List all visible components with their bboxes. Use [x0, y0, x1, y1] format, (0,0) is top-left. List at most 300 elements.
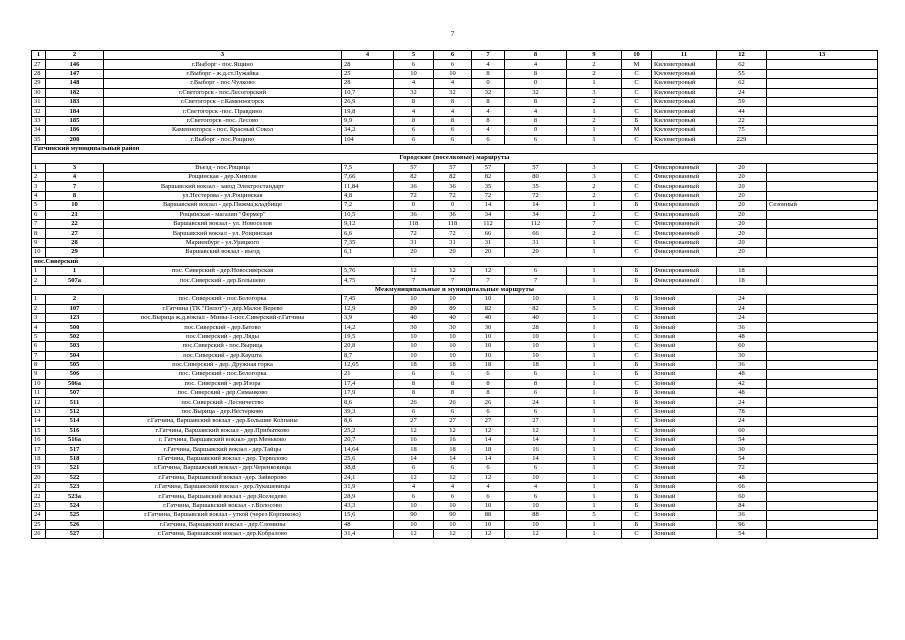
cell-route-name: г.Гатчина, Варшавский вокзал - дер.Большие Колпаны — [104, 417, 342, 426]
cell-col-9: 1 — [567, 520, 622, 529]
cell-route-number: 147 — [46, 69, 104, 78]
cell-route-name: Варшавский вокзал - дер.Пижма,кладбище — [104, 201, 342, 210]
cell-col-5: 72 — [394, 229, 434, 238]
cell-fare: 78 — [717, 407, 767, 416]
cell-route-name: г.Гатчина, Варшавский вокзал -дер. Зайворово — [104, 473, 342, 482]
cell-vehicle-class: С — [622, 407, 652, 416]
cell-col-5: 0 — [394, 201, 434, 210]
cell-col-8: 20 — [505, 248, 567, 257]
cell-fare-type: Фиксированный — [652, 220, 717, 229]
cell-route-number: 123 — [46, 313, 104, 322]
cell-route-number: 10 — [46, 201, 104, 210]
cell-note — [767, 332, 878, 341]
table-row — [32, 398, 878, 407]
cell-col-5: 30 — [394, 323, 434, 332]
cell-col-7: 7 — [472, 276, 505, 285]
cell-col-7: 57 — [472, 163, 505, 172]
cell-note — [767, 370, 878, 379]
cell-col-8: 10 — [505, 295, 567, 304]
cell-col-8: 6 — [505, 464, 567, 473]
cell-row-number: 11 — [32, 389, 46, 398]
cell-row-number: 12 — [32, 398, 46, 407]
cell-row-number: 1 — [32, 295, 46, 304]
table-row — [32, 370, 878, 379]
cell-route-name: пос. Сиверский - дер.Изора — [104, 379, 342, 388]
cell-row-number: 6 — [32, 342, 46, 351]
cell-vehicle-class: С — [622, 79, 652, 88]
cell-note — [767, 191, 878, 200]
cell-vehicle-class: С — [622, 351, 652, 360]
cell-vehicle-class: С — [622, 163, 652, 172]
cell-length: 6,1 — [342, 248, 394, 257]
cell-col-5: 72 — [394, 191, 434, 200]
cell-row-number: 25 — [32, 520, 46, 529]
cell-col-5: 6 — [394, 370, 434, 379]
cell-col-8: 4 — [505, 60, 567, 69]
cell-note — [767, 360, 878, 369]
section-heading — [32, 144, 878, 153]
cell-col-6: 6 — [434, 60, 472, 69]
table-row — [32, 304, 878, 313]
cell-col-8: 72 — [505, 191, 567, 200]
cell-fare-type: Фиксированный — [652, 266, 717, 275]
cell-fare-type: Зонный — [652, 407, 717, 416]
cell-col-5: 10 — [394, 295, 434, 304]
cell-length: 5,76 — [342, 266, 394, 275]
cell-fare-type: Зонный — [652, 417, 717, 426]
cell-col-9: 1 — [567, 201, 622, 210]
cell-fare: 24 — [717, 304, 767, 313]
cell-route-name: г.Гатчина, Варшавский вокзал - дер.Лукашевицы — [104, 482, 342, 491]
cell-col-6: 12 — [434, 266, 472, 275]
cell-col-9: 1 — [567, 436, 622, 445]
cell-col-5: 40 — [394, 313, 434, 322]
cell-row-number: 6 — [32, 210, 46, 219]
column-header: 8 — [505, 51, 567, 60]
cell-col-7: 8 — [472, 97, 505, 106]
cell-fare: 24 — [717, 417, 767, 426]
cell-fare: 54 — [717, 454, 767, 463]
cell-note — [767, 379, 878, 388]
cell-col-7: 82 — [472, 304, 505, 313]
cell-col-5: 18 — [394, 360, 434, 369]
cell-row-number: 18 — [32, 454, 46, 463]
cell-length: 7,35 — [342, 238, 394, 247]
cell-length: 6,6 — [342, 229, 394, 238]
table-row — [32, 511, 878, 520]
cell-fare-type: Километровый — [652, 60, 717, 69]
cell-fare: 44 — [717, 107, 767, 116]
cell-col-8: 18 — [505, 360, 567, 369]
cell-vehicle-class: С — [622, 454, 652, 463]
cell-fare-type: Километровый — [652, 88, 717, 97]
cell-fare-type: Километровый — [652, 126, 717, 135]
cell-note — [767, 417, 878, 426]
cell-route-number: 200 — [46, 135, 104, 144]
cell-col-5: 36 — [394, 182, 434, 191]
cell-route-name: г.Выборг - пос.Чулково — [104, 79, 342, 88]
cell-col-5: 10 — [394, 351, 434, 360]
table-row — [32, 473, 878, 482]
cell-col-9: 1 — [567, 398, 622, 407]
cell-col-6: 10 — [434, 501, 472, 510]
cell-vehicle-class: Б — [622, 370, 652, 379]
cell-fare-type: Километровый — [652, 97, 717, 106]
table-row — [32, 173, 878, 182]
cell-note — [767, 501, 878, 510]
cell-col-5: 20 — [394, 248, 434, 257]
cell-note — [767, 116, 878, 125]
cell-route-name: г.Гатчина, Варшавский вокзал - дер. Терволово — [104, 454, 342, 463]
cell-length: 20,8 — [342, 342, 394, 351]
cell-route-number: 502 — [46, 332, 104, 341]
cell-row-number: 21 — [32, 482, 46, 491]
cell-vehicle-class: С — [622, 191, 652, 200]
header-row — [32, 51, 878, 60]
cell-col-7: 10 — [472, 295, 505, 304]
cell-vehicle-class: С — [622, 69, 652, 78]
cell-col-6: 12 — [434, 426, 472, 435]
cell-col-8: 82 — [505, 304, 567, 313]
cell-col-8: 28 — [505, 323, 567, 332]
cell-col-5: 4 — [394, 482, 434, 491]
cell-col-5: 36 — [394, 210, 434, 219]
cell-note — [767, 248, 878, 257]
cell-length: 19,5 — [342, 332, 394, 341]
table-row — [32, 182, 878, 191]
cell-vehicle-class: С — [622, 342, 652, 351]
cell-vehicle-class: Б — [622, 295, 652, 304]
cell-col-9: 1 — [567, 313, 622, 322]
cell-col-5: 10 — [394, 342, 434, 351]
routes-table — [31, 50, 878, 539]
cell-row-number: 22 — [32, 492, 46, 501]
cell-col-7: 12 — [472, 529, 505, 538]
cell-route-number: 507 — [46, 389, 104, 398]
cell-route-name: Рощинская - дер.Химози — [104, 173, 342, 182]
cell-length: 7,5 — [342, 163, 394, 172]
cell-note — [767, 238, 878, 247]
cell-row-number: 9 — [32, 238, 46, 247]
cell-col-7: 6 — [472, 135, 505, 144]
cell-col-5: 6 — [394, 126, 434, 135]
cell-col-6: 10 — [434, 332, 472, 341]
cell-note — [767, 473, 878, 482]
cell-col-5: 10 — [394, 520, 434, 529]
cell-route-name: г.Гатчина, Варшавский вокзал - дер.Черенковицы — [104, 464, 342, 473]
table-row — [32, 520, 878, 529]
cell-length: 4,8 — [342, 191, 394, 200]
cell-route-number: 185 — [46, 116, 104, 125]
cell-vehicle-class: Б — [622, 323, 652, 332]
cell-col-5: 12 — [394, 529, 434, 538]
cell-col-6: 118 — [434, 220, 472, 229]
cell-fare-type: Километровый — [652, 135, 717, 144]
subsection-heading — [32, 154, 878, 163]
cell-col-5: 8 — [394, 116, 434, 125]
cell-route-name: пос. Сиверский - пос.Белогорка — [104, 370, 342, 379]
cell-length: 17,9 — [342, 389, 394, 398]
cell-vehicle-class: С — [622, 220, 652, 229]
cell-route-name: г.Гатчина, Варшавский вокзал - дер.Прибытково — [104, 426, 342, 435]
cell-row-number: 5 — [32, 332, 46, 341]
table-row — [32, 445, 878, 454]
cell-route-number: 525 — [46, 511, 104, 520]
cell-vehicle-class: Б — [622, 398, 652, 407]
cell-col-5: 82 — [394, 173, 434, 182]
cell-col-8: 6 — [505, 135, 567, 144]
section-heading-text: пос.Сиверский — [32, 257, 878, 266]
cell-fare-type: Фиксированный — [652, 276, 717, 285]
cell-col-9: 1 — [567, 426, 622, 435]
cell-col-7: 66 — [472, 229, 505, 238]
cell-col-6: 7 — [434, 276, 472, 285]
cell-fare: 60 — [717, 492, 767, 501]
cell-col-8: 6 — [505, 389, 567, 398]
column-header: 1 — [32, 51, 46, 60]
cell-length: 10,5 — [342, 210, 394, 219]
cell-col-6: 18 — [434, 360, 472, 369]
cell-col-9: 1 — [567, 323, 622, 332]
cell-route-name: г.Светогорск - г.Каменногорск — [104, 97, 342, 106]
cell-col-6: 12 — [434, 529, 472, 538]
cell-length: 9,12 — [342, 220, 394, 229]
cell-fare: 96 — [717, 520, 767, 529]
page-number: 7 — [450, 30, 455, 38]
table-row — [32, 342, 878, 351]
cell-row-number: 20 — [32, 473, 46, 482]
cell-length: 8,6 — [342, 417, 394, 426]
cell-vehicle-class: Б — [622, 520, 652, 529]
cell-col-9: 1 — [567, 445, 622, 454]
cell-col-8: 24 — [505, 398, 567, 407]
cell-note: Сезонный — [767, 201, 878, 210]
column-header: 11 — [652, 51, 717, 60]
cell-route-number: 27 — [46, 229, 104, 238]
cell-fare: 18 — [717, 266, 767, 275]
cell-fare-type: Зонный — [652, 482, 717, 491]
cell-fare-type: Зонный — [652, 520, 717, 529]
cell-col-7: 10 — [472, 501, 505, 510]
cell-col-7: 0 — [472, 79, 505, 88]
cell-vehicle-class: Б — [622, 492, 652, 501]
cell-col-7: 30 — [472, 323, 505, 332]
cell-route-number: 505 — [46, 360, 104, 369]
table-row — [32, 360, 878, 369]
cell-col-9: 2 — [567, 97, 622, 106]
column-header: 10 — [622, 51, 652, 60]
cell-col-5: 6 — [394, 492, 434, 501]
cell-fare-type: Зонный — [652, 313, 717, 322]
cell-length: 48 — [342, 520, 394, 529]
column-header: 13 — [767, 51, 878, 60]
cell-vehicle-class: С — [622, 436, 652, 445]
cell-row-number: 35 — [32, 135, 46, 144]
cell-route-number: 516а — [46, 436, 104, 445]
cell-col-6: 57 — [434, 163, 472, 172]
cell-vehicle-class: Б — [622, 201, 652, 210]
table-row — [32, 276, 878, 285]
table-row — [32, 135, 878, 144]
cell-route-number: 183 — [46, 97, 104, 106]
cell-col-6: 32 — [434, 88, 472, 97]
cell-col-8: 4 — [505, 107, 567, 116]
cell-col-6: 6 — [434, 407, 472, 416]
cell-fare: 62 — [717, 60, 767, 69]
cell-col-7: 88 — [472, 511, 505, 520]
cell-col-6: 10 — [434, 520, 472, 529]
cell-col-6: 18 — [434, 445, 472, 454]
cell-col-8: 8 — [505, 116, 567, 125]
cell-fare: 48 — [717, 370, 767, 379]
cell-vehicle-class: С — [622, 529, 652, 538]
cell-col-8: 88 — [505, 511, 567, 520]
cell-col-7: 82 — [472, 173, 505, 182]
cell-col-9: 1 — [567, 351, 622, 360]
cell-col-5: 8 — [394, 379, 434, 388]
cell-route-number: 184 — [46, 107, 104, 116]
table-row — [32, 107, 878, 116]
table-row — [32, 238, 878, 247]
cell-fare: 20 — [717, 210, 767, 219]
cell-route-number: 503 — [46, 342, 104, 351]
cell-col-6: 72 — [434, 229, 472, 238]
cell-vehicle-class: Б — [622, 482, 652, 491]
cell-col-9: 1 — [567, 79, 622, 88]
table-row — [32, 313, 878, 322]
cell-col-8: 6 — [505, 492, 567, 501]
column-header: 9 — [567, 51, 622, 60]
cell-col-7: 6 — [472, 464, 505, 473]
cell-row-number: 1 — [32, 266, 46, 275]
cell-route-name: пос. Сиверский - дер.Симанково — [104, 389, 342, 398]
cell-col-9: 7 — [567, 220, 622, 229]
cell-col-9: 1 — [567, 135, 622, 144]
cell-note — [767, 529, 878, 538]
cell-col-6: 30 — [434, 323, 472, 332]
cell-col-8: 6 — [505, 370, 567, 379]
cell-fare: 62 — [717, 79, 767, 88]
cell-col-8: 10 — [505, 520, 567, 529]
cell-route-name: г.Светогорск -пос. Правдино — [104, 107, 342, 116]
table-row — [32, 60, 878, 69]
cell-col-9: 1 — [567, 238, 622, 247]
cell-col-6: 6 — [434, 370, 472, 379]
cell-col-8: 66 — [505, 229, 567, 238]
cell-col-6: 82 — [434, 173, 472, 182]
cell-col-8: 8 — [505, 97, 567, 106]
cell-fare-type: Зонный — [652, 436, 717, 445]
subsection-heading-text: Городские (поселковые) маршруты — [32, 154, 878, 163]
cell-col-9: 2 — [567, 229, 622, 238]
table-row — [32, 323, 878, 332]
cell-route-number: 512 — [46, 407, 104, 416]
cell-col-5: 57 — [394, 163, 434, 172]
cell-row-number: 14 — [32, 417, 46, 426]
cell-length: 15,6 — [342, 511, 394, 520]
cell-col-9: 1 — [567, 464, 622, 473]
cell-note — [767, 295, 878, 304]
cell-col-6: 16 — [434, 436, 472, 445]
cell-col-7: 26 — [472, 398, 505, 407]
table-row — [32, 407, 878, 416]
cell-route-name: Каменногорск - пос. Красный Сокол — [104, 126, 342, 135]
cell-fare: 20 — [717, 201, 767, 210]
cell-col-5: 18 — [394, 445, 434, 454]
table-row — [32, 501, 878, 510]
cell-fare: 24 — [717, 398, 767, 407]
cell-fare: 20 — [717, 248, 767, 257]
cell-route-number: 21 — [46, 210, 104, 219]
cell-vehicle-class: С — [622, 464, 652, 473]
cell-vehicle-class: С — [622, 417, 652, 426]
cell-fare: 60 — [717, 342, 767, 351]
cell-route-name: пос.Вырица - дер.Нестерково — [104, 407, 342, 416]
cell-col-5: 26 — [394, 398, 434, 407]
column-header: 5 — [394, 51, 434, 60]
cell-row-number: 8 — [32, 360, 46, 369]
cell-col-7: 6 — [472, 407, 505, 416]
cell-col-7: 112 — [472, 220, 505, 229]
table-row — [32, 379, 878, 388]
table-row — [32, 529, 878, 538]
cell-length: 28 — [342, 60, 394, 69]
table-row — [32, 295, 878, 304]
cell-route-number: 107 — [46, 304, 104, 313]
cell-col-7: 4 — [472, 482, 505, 491]
cell-note — [767, 464, 878, 473]
cell-col-8: 8 — [505, 379, 567, 388]
cell-col-9: 1 — [567, 276, 622, 285]
table-row — [32, 79, 878, 88]
cell-row-number: 2 — [32, 173, 46, 182]
cell-col-6: 31 — [434, 238, 472, 247]
cell-route-name: г.Светогорск -пос. Лесово — [104, 116, 342, 125]
cell-col-8: 14 — [505, 454, 567, 463]
cell-fare-type: Фиксированный — [652, 173, 717, 182]
cell-fare-type: Фиксированный — [652, 182, 717, 191]
cell-col-6: 8 — [434, 389, 472, 398]
cell-route-name: Варшавский вокзал - завод Электростандарт — [104, 182, 342, 191]
cell-note — [767, 492, 878, 501]
cell-fare-type: Фиксированный — [652, 229, 717, 238]
cell-fare: 75 — [717, 126, 767, 135]
cell-route-name: пос.Сиверский - дер.Большево — [104, 276, 342, 285]
cell-route-number: 517 — [46, 445, 104, 454]
cell-col-9: 1 — [567, 370, 622, 379]
cell-col-9: 2 — [567, 60, 622, 69]
cell-length: 20,7 — [342, 436, 394, 445]
cell-route-name: пос.Сиверский - Лесничество — [104, 398, 342, 407]
cell-col-5: 14 — [394, 454, 434, 463]
cell-col-8: 4 — [505, 482, 567, 491]
cell-col-6: 90 — [434, 511, 472, 520]
cell-route-number: 3 — [46, 163, 104, 172]
table-row — [32, 417, 878, 426]
cell-col-8: 31 — [505, 238, 567, 247]
cell-col-7: 10 — [472, 332, 505, 341]
cell-col-7: 12 — [472, 266, 505, 275]
cell-col-5: 10 — [394, 69, 434, 78]
cell-note — [767, 313, 878, 322]
cell-col-6: 6 — [434, 135, 472, 144]
cell-length: 104 — [342, 135, 394, 144]
cell-fare-type: Километровый — [652, 79, 717, 88]
cell-row-number: 33 — [32, 116, 46, 125]
cell-col-7: 10 — [472, 342, 505, 351]
cell-route-number: 22 — [46, 220, 104, 229]
cell-col-5: 8 — [394, 389, 434, 398]
